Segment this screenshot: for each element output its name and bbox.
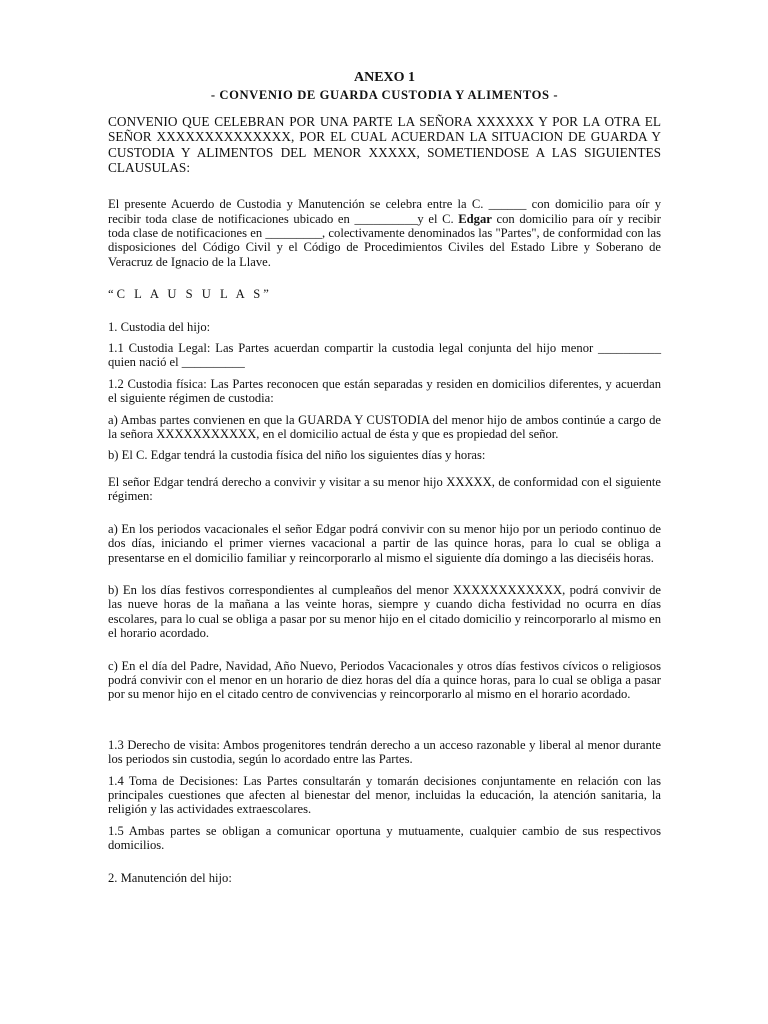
- preamble-paragraph: CONVENIO QUE CELEBRAN POR UNA PARTE LA SEÑORA XXXXXX Y POR LA OTRA EL SEÑOR XXXXXXXXXXXXXX, POR EL CUAL ACUERDAN LA SITUACION DE GUARDA Y CUSTODIA Y ALIMENTOS DEL MENOR XXXXX, SOMETIENDOSE A LAS SIGUIENTES CLAUSULAS:: [108, 114, 661, 175]
- clause-1-1: 1.1 Custodia Legal: Las Partes acuerdan compartir la custodia legal conjunta del hijo menor __________ quien nació el __________: [108, 341, 661, 370]
- clause-1-5: 1.5 Ambas partes se obligan a comunicar oportuna y mutuamente, cualquier cambio de sus respectivos domicilios.: [108, 823, 661, 853]
- visit-right-paragraph: El señor Edgar tendrá derecho a convivir y visitar a su menor hijo XXXXX, de conformidad con el siguiente régimen:: [108, 474, 661, 504]
- intro-paragraph: [108, 197, 661, 269]
- intro-bold-name: Edgar: [458, 211, 492, 226]
- clause-1-4: 1.4 Toma de Decisiones: Las Partes consultarán y tomarán decisiones conjuntamente en relación con las principales cuestiones que afecten al bienestar del menor, incluidas la educación, la atención sanitaria, la religión y las actividades extraescolares.: [108, 773, 661, 817]
- clause-1-3: 1.3 Derecho de visita: Ambos progenitores tendrán derecho a un acceso razonable y liberal al menor durante los periodos sin custodia, según lo acordado entre las Partes.: [108, 737, 661, 767]
- section-1-heading: 1. Custodia del hijo:: [108, 319, 211, 334]
- regimen-a: a) En los periodos vacacionales el señor Edgar podrá convivir con su menor hijo por un periodo continuo de dos días, iniciando el primer viernes vacacional a partir de las quince horas, para lo cual se obliga a presentarse en el domicilio familiar y reincorporarlo al mismo el siguiente día domingo a las dieciséis horas.: [108, 521, 661, 565]
- clause-1-2-a: a) Ambas partes convienen en que la GUARDA Y CUSTODIA del menor hijo de ambos continúe a cargo de la señora XXXXXXXXXXX, en el domicilio actual de ésta y que es propiedad del señor.: [108, 412, 661, 442]
- intro-text-part2: con domicilio para oír y recibir toda clase de notificaciones en _________, colectivamente denominados las "Partes", de conformidad con las disposiciones del Código Civil y el Código de Procedimientos Civiles del Estado Libre y Soberano de Veracruz de Ignacio de la Llave.: [108, 211, 661, 269]
- clause-1-2-b: b) El C. Edgar tendrá la custodia física del niño los siguientes días y horas:: [108, 448, 486, 463]
- regimen-b: b) En los días festivos correspondientes al cumpleaños del menor XXXXXXXXXXXX, podrá convivir de las nueve horas de la mañana a las veinte horas, siempre y cuando dicha festividad no ocurra en días escolares, para lo cual se obliga a pasar por su menor hijo en el citado domicilio y reincorporarlo al mismo en el horario acordado.: [108, 582, 661, 641]
- section-2-heading: 2. Manutención del hijo:: [108, 870, 232, 885]
- regimen-c: c) En el día del Padre, Navidad, Año Nuevo, Periodos Vacacionales y otros días festivos cívicos o religiosos podrá convivir con el menor en un horario de diez horas del día a quince horas, para lo cual se obliga a pasar por su menor hijo en el citado centro de convivencias y reincorporarlo al mismo en el horario acordado.: [108, 658, 661, 702]
- document-page: [108, 70, 661, 885]
- intro-text-part1: El presente Acuerdo de Custodia y Manutención se celebra entre la C. ______ con domicilio para oír y recibir toda clase de notificaciones ubicado en __________y el C.: [108, 197, 661, 226]
- clausulas-heading: “C L A U S U L A S”: [108, 287, 272, 302]
- document-title: ANEXO 1: [353, 70, 416, 85]
- document-subtitle: - CONVENIO DE GUARDA CUSTODIA Y ALIMENTOS -: [210, 88, 559, 102]
- clause-1-2: 1.2 Custodia física: Las Partes reconocen que están separadas y residen en domicilios diferentes, y acuerdan el siguiente régimen de custodia:: [108, 376, 661, 406]
